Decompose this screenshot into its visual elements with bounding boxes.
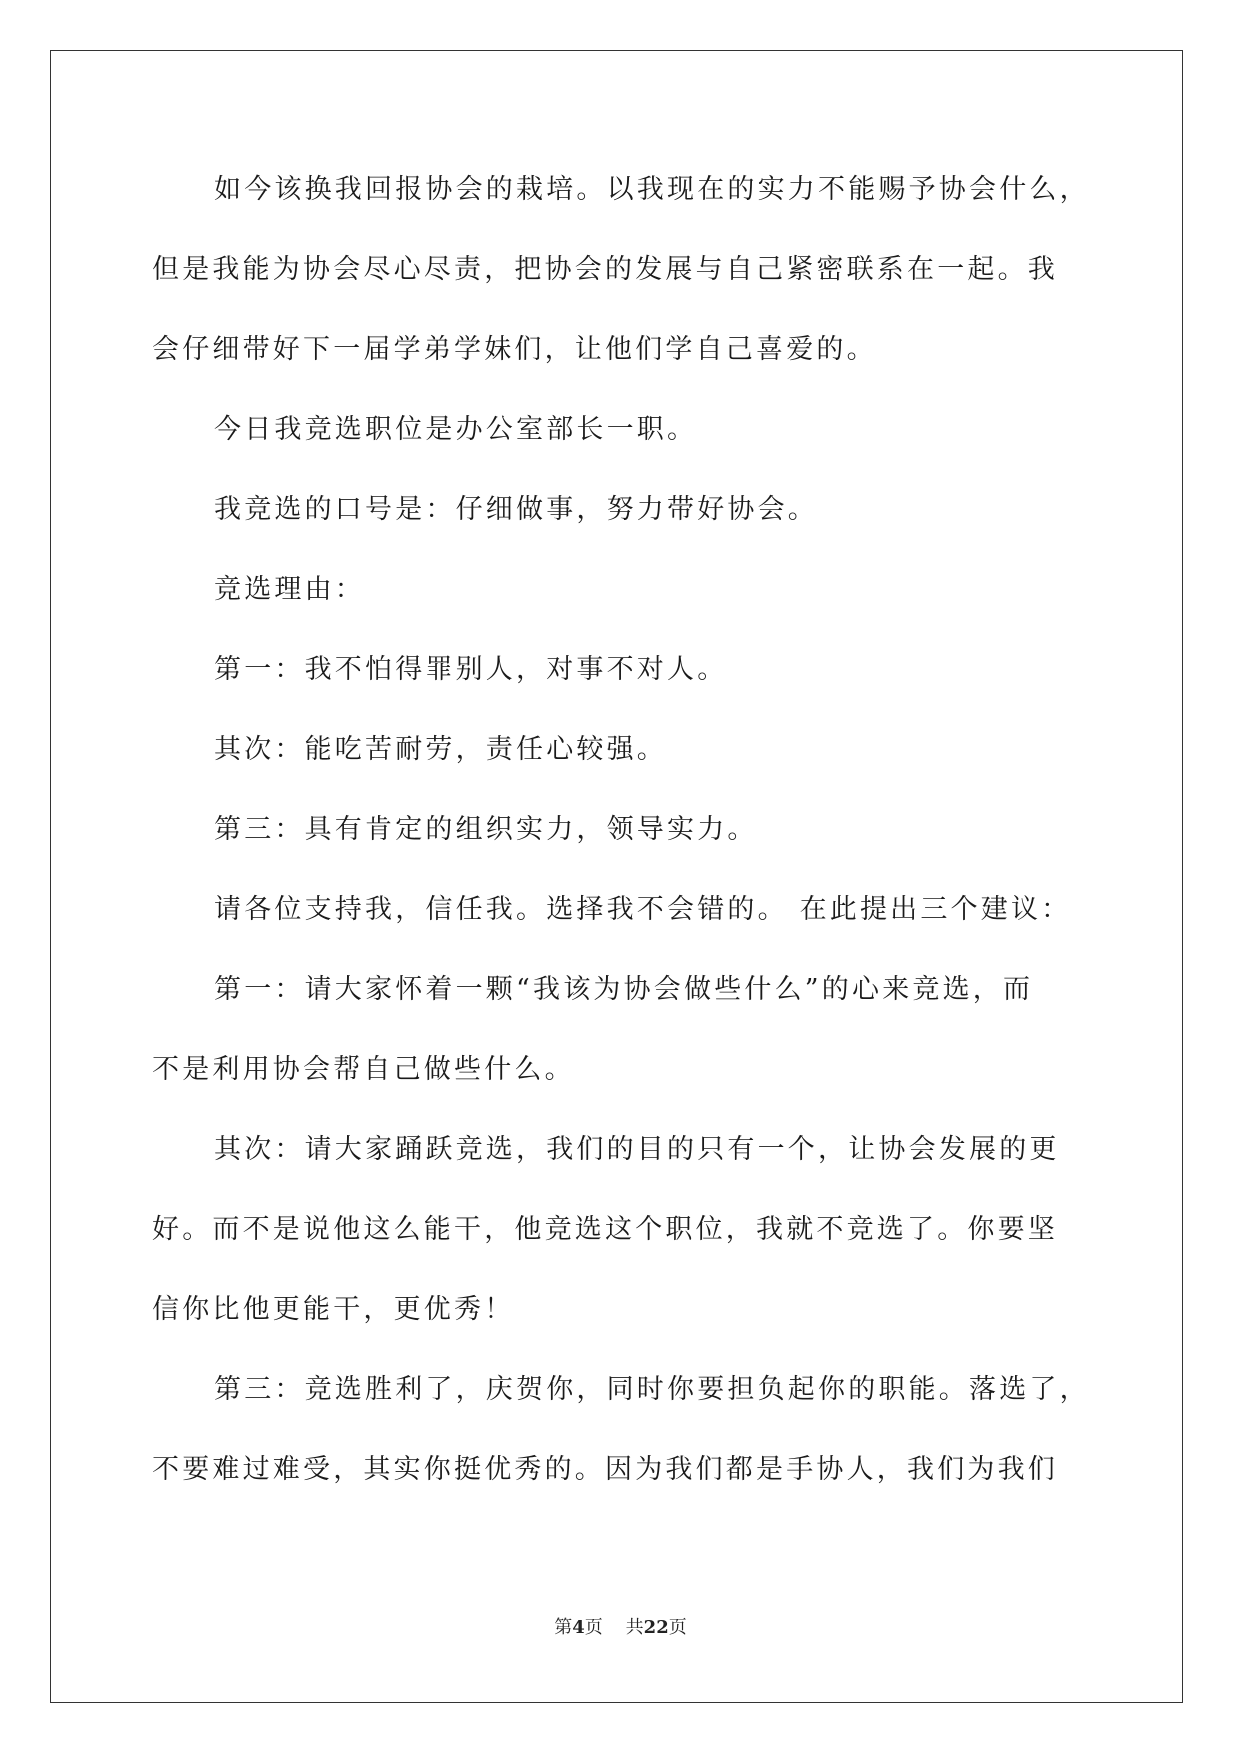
paragraph-line: 竞选理由： [214,574,365,605]
paragraph-line: 不是利用协会帮自己做些什么。 [152,1054,575,1085]
paragraph-line: 不要难过难受，其实你挺优秀的。因为我们都是手协人，我们为我们 [152,1454,1058,1485]
paragraph-line: 其次：请大家踊跃竞选，我们的目的只有一个，让协会发展的更 [214,1134,1060,1165]
footer-page-prefix: 第 [554,1617,573,1638]
footer-page-unit: 页 [584,1617,603,1638]
page-number-footer [0,1616,1241,1640]
footer-total-prefix: 共 [625,1617,644,1638]
paragraph-line: 今日我竞选职位是办公室部长一职。 [214,414,698,445]
paragraph-line: 请各位支持我，信任我。选择我不会错的。 在此提出三个建议： [214,894,1072,925]
paragraph-line: 信你比他更能干，更优秀！ [152,1294,515,1325]
footer-total-unit: 页 [668,1617,687,1638]
total-page-count: 22 [643,1617,669,1638]
paragraph-line: 第三：竞选胜利了，庆贺你，同时你要担负起你的职能。落选了， [214,1374,1090,1405]
paragraph-line: 如今该换我回报协会的栽培。以我现在的实力不能赐予协会什么， [214,174,1090,205]
paragraph-line: 第一：请大家怀着一颗“我该为协会做些什么”的心来竞选，而 [214,974,1034,1005]
current-page-number: 4 [572,1617,585,1638]
paragraph-line: 我竞选的口号是：仔细做事，努力带好协会。 [214,494,818,525]
paragraph-line: 好。而不是说他这么能干，他竞选这个职位，我就不竞选了。你要坚 [152,1214,1058,1245]
paragraph-line: 会仔细带好下一届学弟学妹们，让他们学自己喜爱的。 [152,334,877,365]
paragraph-line: 第一：我不怕得罪别人，对事不对人。 [214,654,728,685]
paragraph-line: 其次：能吃苦耐劳，责任心较强。 [214,734,667,765]
paragraph-line: 第三：具有肯定的组织实力，领导实力。 [214,814,758,845]
paragraph-line: 但是我能为协会尽心尽责，把协会的发展与自己紧密联系在一起。我 [152,254,1058,285]
